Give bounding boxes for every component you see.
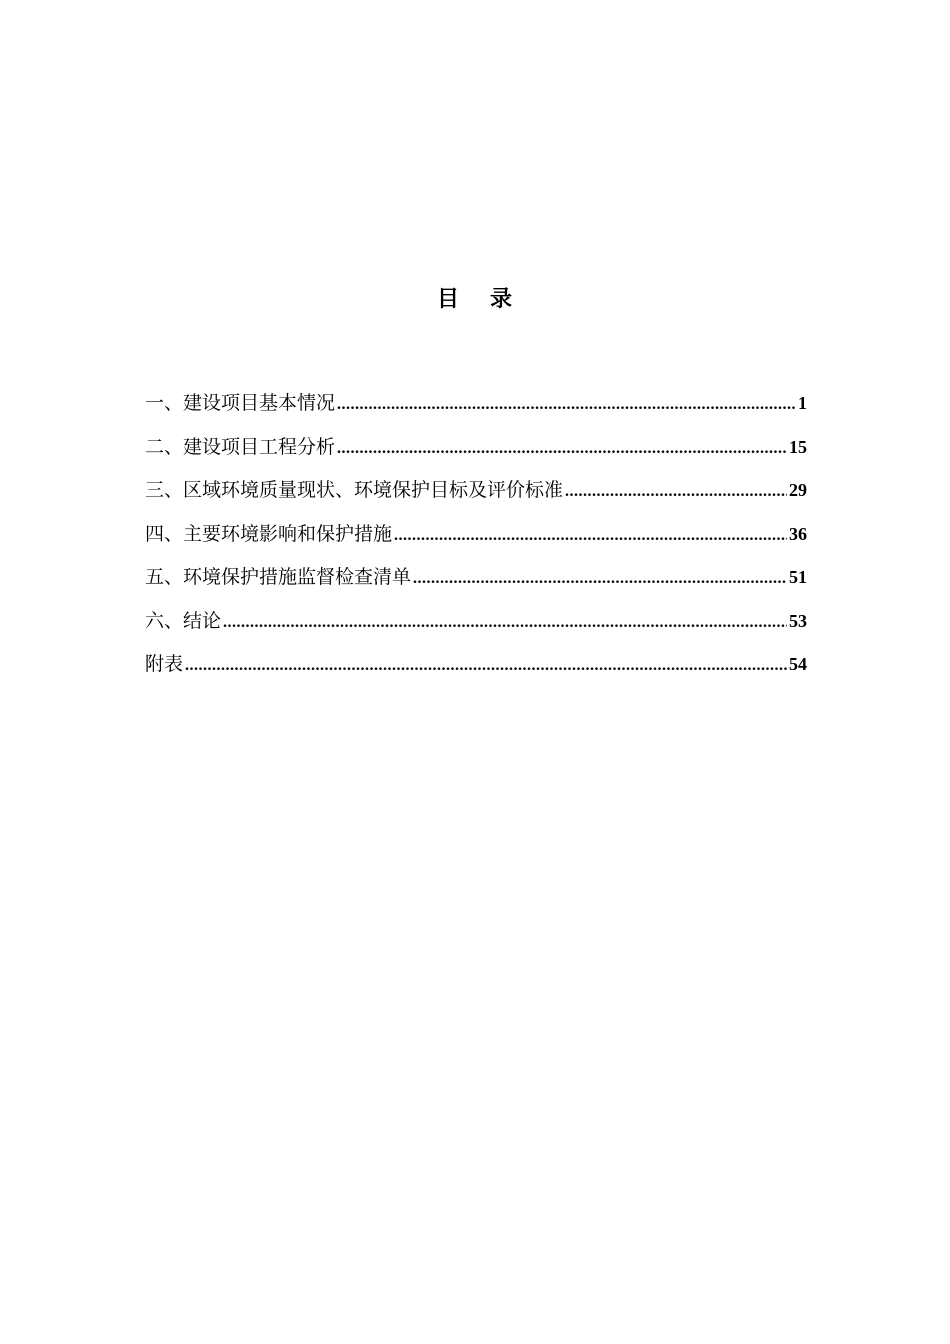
toc-entry-page: 54 bbox=[789, 654, 807, 674]
toc-entry-page: 36 bbox=[789, 523, 807, 544]
toc-entry-page: 1 bbox=[798, 393, 807, 413]
toc-leader-dots bbox=[185, 651, 787, 681]
toc-leader-dots bbox=[565, 477, 787, 507]
toc-entry-label: 四、主要环境影响和保护措施 bbox=[145, 522, 393, 545]
toc-entry-page: 15 bbox=[789, 436, 807, 457]
toc-entry-page: 51 bbox=[789, 567, 807, 587]
toc-entry-label: 六、结论 bbox=[145, 609, 222, 632]
toc-entry-label: 三、区域环境质量现状、环境保护目标及评价标准 bbox=[145, 479, 564, 501]
toc-entry-3[interactable] bbox=[145, 475, 807, 519]
toc-entry-2[interactable] bbox=[145, 432, 807, 476]
toc-leader-dots bbox=[223, 608, 787, 638]
toc-entry-4[interactable] bbox=[145, 519, 807, 563]
toc-title-char-2: 录 bbox=[490, 286, 514, 312]
toc-entry-7[interactable] bbox=[145, 649, 807, 693]
toc-title bbox=[0, 284, 950, 314]
toc-leader-dots bbox=[394, 521, 787, 551]
toc-entry-page: 53 bbox=[789, 610, 807, 631]
toc-leader-dots bbox=[337, 390, 796, 420]
toc-entry-label: 一、建设项目基本情况 bbox=[145, 392, 336, 414]
toc-list bbox=[145, 388, 807, 693]
toc-title-char-1: 目 bbox=[436, 286, 460, 312]
toc-entry-label: 五、环境保护措施监督检查清单 bbox=[145, 566, 412, 588]
toc-leader-dots bbox=[337, 434, 787, 464]
toc-leader-dots bbox=[413, 564, 787, 594]
toc-entry-label: 附表 bbox=[145, 653, 184, 675]
toc-entry-page: 29 bbox=[789, 480, 807, 500]
toc-entry-5[interactable] bbox=[145, 562, 807, 606]
toc-entry-6[interactable] bbox=[145, 606, 807, 650]
toc-entry-label: 二、建设项目工程分析 bbox=[145, 435, 336, 458]
toc-entry-1[interactable] bbox=[145, 388, 807, 432]
